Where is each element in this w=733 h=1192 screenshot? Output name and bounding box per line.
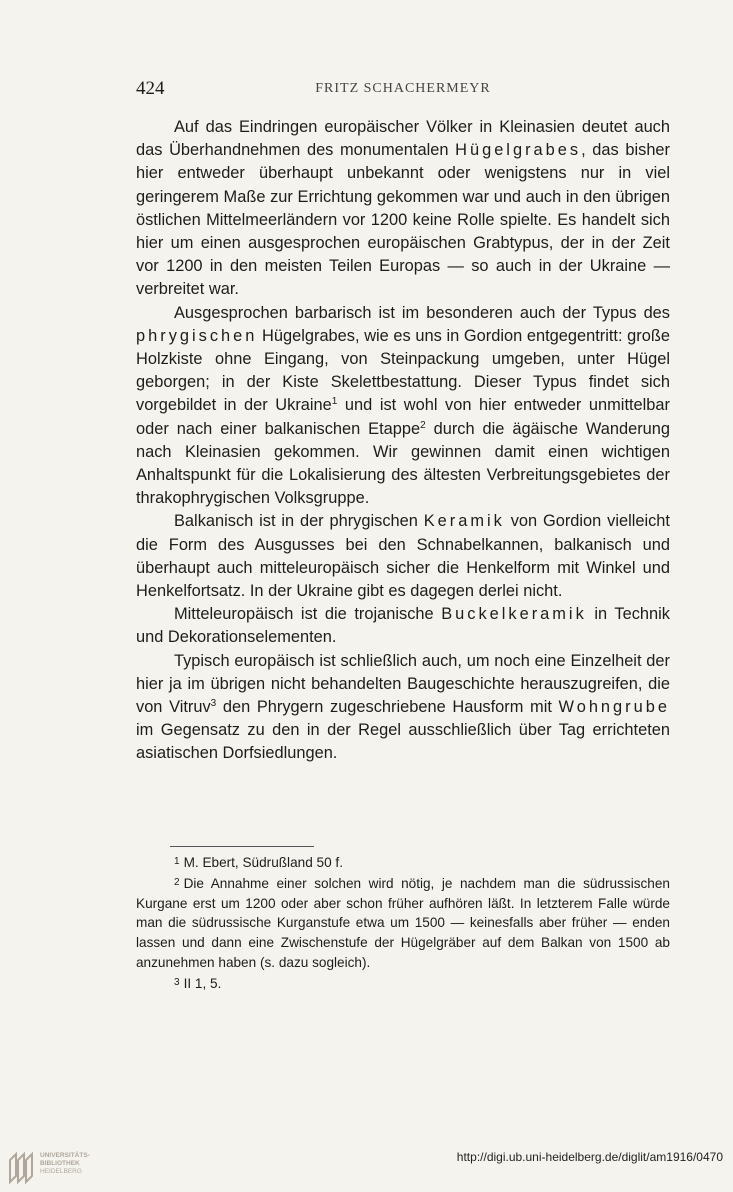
footnote-mark: 3: [174, 976, 180, 988]
running-head: FRITZ SCHACHERMEYR: [315, 81, 491, 96]
library-logo-text: UNIVERSITÄTS- BIBLIOTHEK HEIDELBERG: [40, 1152, 90, 1175]
page-header: [136, 78, 670, 104]
footnote-ref-1[interactable]: 1: [331, 396, 338, 408]
source-url-link[interactable]: http://digi.ub.uni-heidelberg.de/diglit/am1916/0470: [456, 1150, 723, 1164]
body-text: [136, 116, 670, 766]
spaced-term: Keramik: [423, 512, 505, 531]
spaced-term: phrygischen: [136, 326, 258, 345]
footer: [0, 1140, 733, 1192]
footnote-mark: 2: [174, 876, 180, 888]
paragraph-3: Balkanisch ist in der phrygischen Keramik von Gordion vielleicht die Form des Ausgusses bei den Schnabelkannen, balkanisch und überhaupt auch mitteleuropäisch sicher die Henkelform mit Winkel und Henkelfortsatz. In der Ukraine gibt es dagegen derlei nicht.: [136, 512, 670, 601]
footnote-divider: [170, 846, 314, 847]
paragraph-1: Auf das Eindringen europäischer Völker in Kleinasien deutet auch das Überhandnehmen des monumentalen Hügelgrabes, das bisher hier entweder überhaupt unbekannt oder wenigstens nur in viel geringerem Maße zur Errichtung gekommen war und auch in den übrigen östlichen Mittelmeerländern vor 1200 keine Rolle spielte. Es handelt sich hier um einen ausgesprochen europäischen Grabtypus, der in der Zeit vor 1200 in den meisten Teilen Europas — so auch in der Ukraine — verbreitet war.: [136, 118, 671, 299]
footnote-mark: 1: [174, 856, 180, 867]
paragraph-4: Mitteleuropäisch ist die trojanische Buckelkeramik in Technik und Dekorationselementen.: [136, 605, 670, 647]
paragraph-2: Ausgesprochen barbarisch ist im besonderen auch der Typus des phrygischen Hügelgrabes, wie es uns in Gordion entgegentritt: große Holzkiste ohne Eingang, von Steinpackung umgeben, unter Hügel geborgen; in der Kiste Skelettbestattung. Dieser Typus findet sich vorgebildet in der Ukraine$^1$ und ist wohl von hier entweder unmittelbar oder nach einer balkanischen Etappe$^2$ durch die ägäische Wanderung nach Kleinasien gekommen. Wir gewinnen damit einen wichtigen Anhaltspunkt für die Lokalisierung des ältesten Verbreitungsgebietes der thrakophrygischen Volksgruppe.: [136, 303, 670, 508]
paragraph-5: Typisch europäisch ist schließlich auch, um noch eine Einzelheit der hier ja im übrigen nicht behandelten Baugeschichte herauszugreifen, die von Vitruv$^3$ den Phrygern zugeschriebene Hausform mit Wohngrube im Gegensatz zu den in der Regel ausschließlich über Tag errichteten asiatischen Dorfsiedlungen.: [136, 651, 670, 763]
spaced-term: Buckelkeramik: [441, 605, 587, 624]
footnote-ref-2[interactable]: 2: [420, 419, 426, 431]
footnotes: [136, 852, 670, 994]
footnote-3: $^3$ II 1, 5.: [174, 975, 222, 991]
footnote-1: $^1$ M. Ebert, Südrußland 50 f.: [174, 855, 343, 870]
library-logo-icon: [8, 1150, 34, 1184]
spaced-term: Wohngrube: [558, 698, 670, 717]
footnote-2: $^2$ Die Annahme einer solchen wird nötig, je nachdem man die südrussischen Kurgane erst um 1200 oder aber schon früher aufhören läßt. In letzterem Falle würde man die südrussische Kurganstufe etwa um 1500 — keinesfalls aber früher — enden lassen und dann eine Zwischenstufe der Hügelgräber auf dem Balkan von 1500 ab anzunehmen haben (s. dazu sogleich).: [136, 875, 670, 970]
footnote-ref-3[interactable]: 3: [210, 698, 217, 710]
spaced-term: Hügelgrabes: [455, 141, 582, 160]
page-number: 424: [136, 78, 165, 99]
